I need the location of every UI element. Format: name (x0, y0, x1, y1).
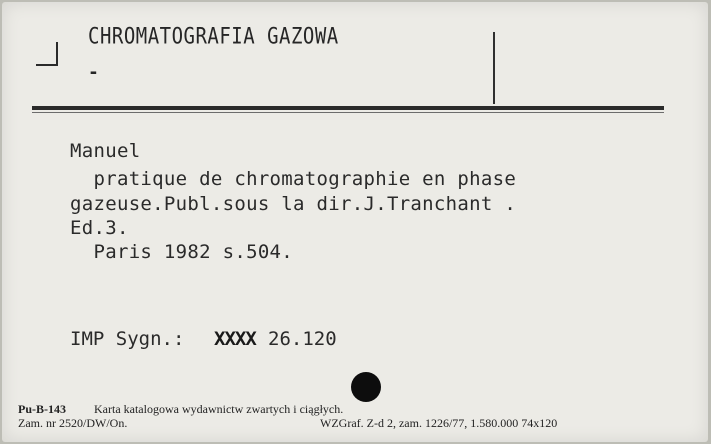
call-number-label: IMP Sygn.: (70, 328, 196, 350)
subject-subheading: - (88, 62, 99, 83)
subject-heading: CHROMATOGRAFIA GAZOWA (88, 24, 339, 50)
entry-imprint: Paris 1982 s.504. (70, 241, 294, 263)
entry-line: gazeuse.Publ.sous la dir.J.Tranchant . (70, 193, 517, 215)
catalog-card (2, 2, 708, 442)
call-number-struck: XXXX (214, 328, 256, 350)
printer-info: WZGraf. Z-d 2, zam. 1226/77, 1.580.000 74x120 (320, 416, 558, 430)
punch-hole (351, 372, 381, 402)
form-description: Karta katalogowa wydawnictw zwartych i ciągłych. (94, 402, 344, 416)
heading-rule-thin (32, 112, 664, 113)
heading-rule (32, 106, 664, 110)
corner-mark (56, 42, 58, 66)
entry-title: Manuel (70, 140, 141, 162)
corner-mark-base (36, 64, 58, 66)
heading-divider (493, 32, 495, 104)
order-number: Zam. nr 2520/DW/On. (18, 416, 128, 430)
call-number: 26.120 (268, 328, 337, 350)
form-code: Pu-B-143 (18, 402, 66, 416)
entry-line: pratique de chromatographie en phase (70, 168, 517, 190)
entry-line: Ed.3. (70, 217, 129, 239)
